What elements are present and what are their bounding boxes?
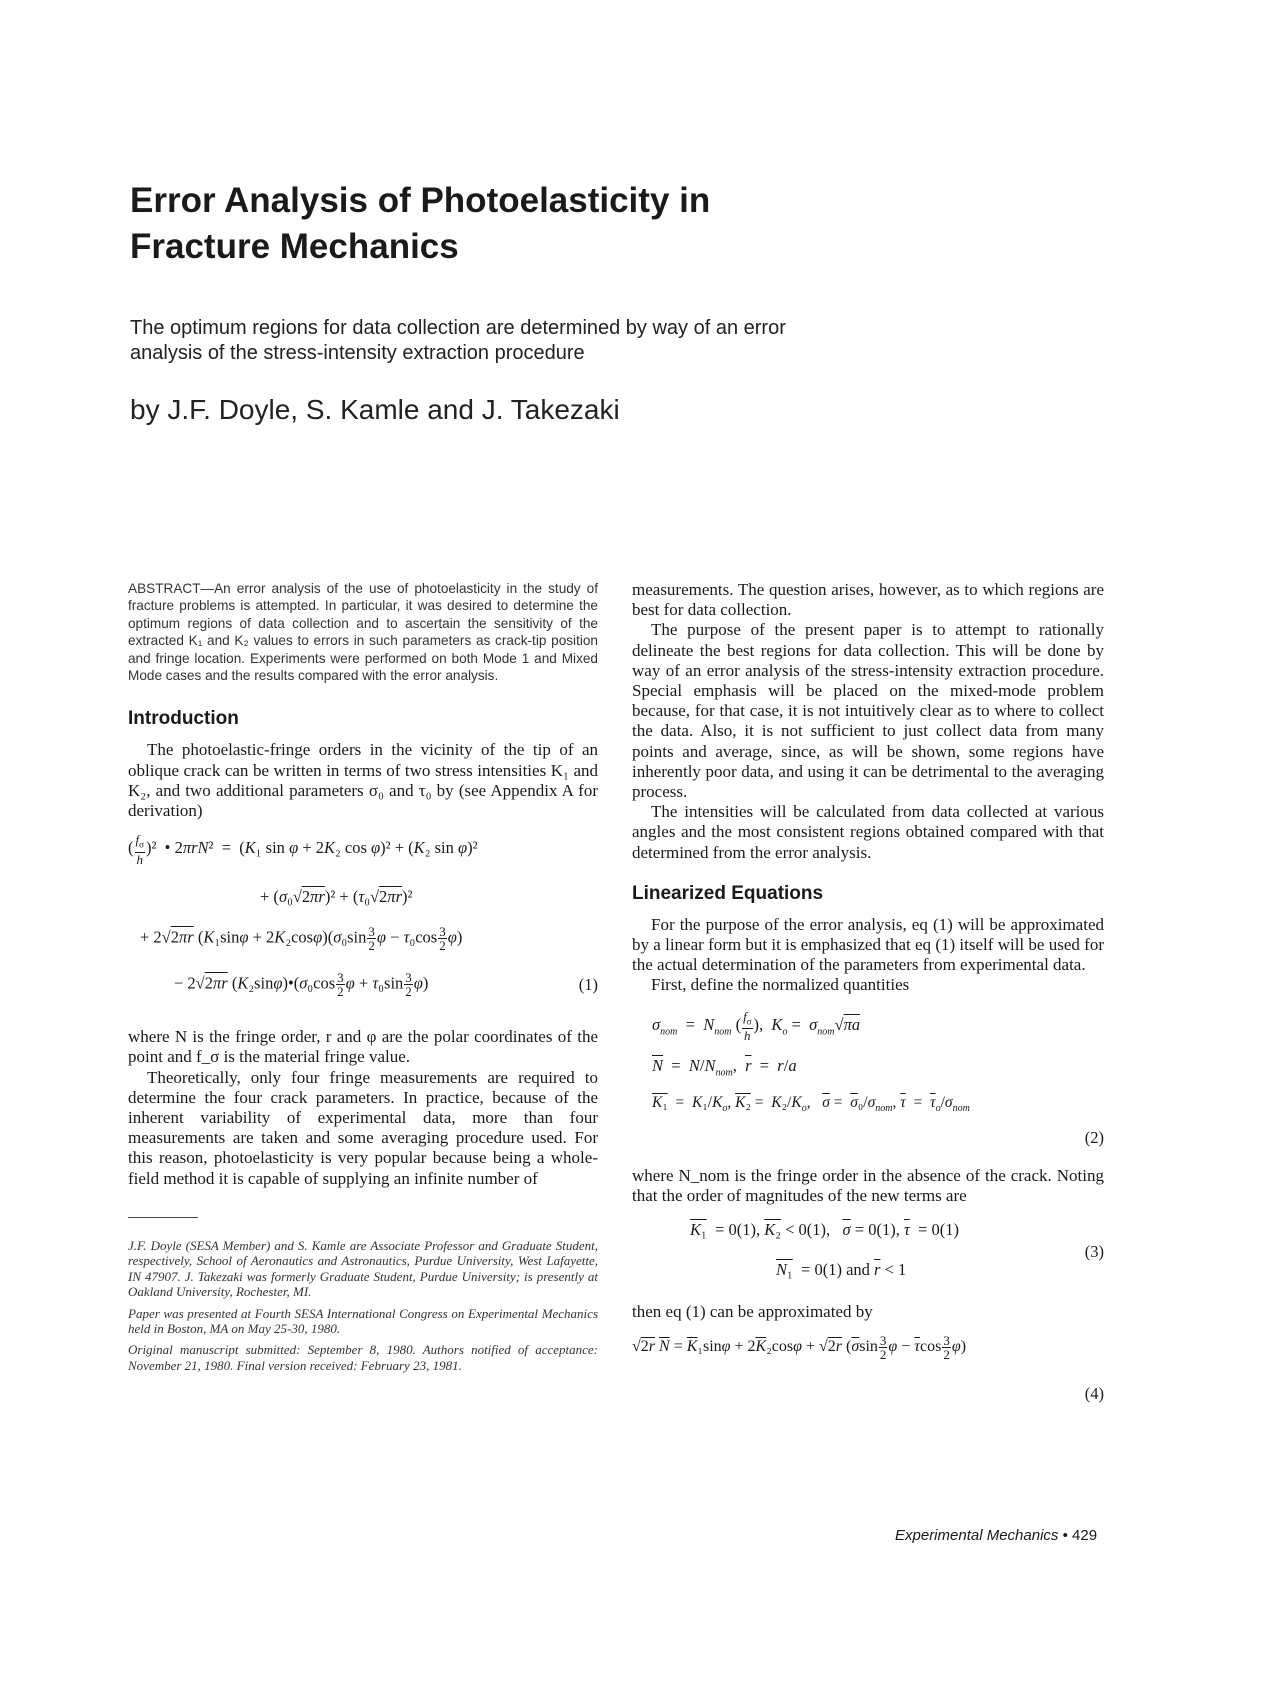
- title-line-2: Fracture Mechanics: [130, 227, 459, 266]
- footnotes: [128, 1217, 598, 1373]
- left-column: [128, 580, 598, 1373]
- equation-3: K₁ = 0(1), K₂ < 0(1), $\overline{\sigma} = 0(1)$, $\overline{\tau} = 0(1)$ N₁ = 0(1) and $\overline{r} < 1$ (3): [690, 1220, 1104, 1280]
- equation-1: ( $\frac{f_\sigma}{h}$ )² • 2πrN² = (K₁ sin φ + 2K₂ cos φ)² + (K₂ sin φ)² + (σ₀√2πr)² + (τ₀√2πr)² + 2√2πr (K₁sinφ + 2K₂cosφ)(σ₀sin $\frac{3}{2}$ φ − τ₀cos $\frac{3}{2}$ φ) − 2√2πr (K₂sinφ)•(σ₀cos $\frac{3}{2}$ φ + τ₀sin $\frac{3}{2}$ φ) (1): [128, 832, 598, 1000]
- introduction-heading: Introduction: [128, 708, 239, 730]
- footer-separator: •: [1062, 1527, 1068, 1544]
- right-paragraph-6: where N_nom is the fringe order in the absence of the crack. Noting that the order of magnitudes of the new terms are: [632, 1165, 1104, 1205]
- right-paragraph-4: For the purpose of the error analysis, eq (1) will be approximated by a linear form but it is emphasized that eq (1) itself will be used for the actual determination of the parameters from experimental data.: [632, 914, 1104, 975]
- page-number: 429: [1072, 1527, 1098, 1544]
- footnote-presented: Paper was presented at Fourth SESA International Congress on Experimental Mechanics held in Boston, MA on May 25-30, 1980.: [128, 1305, 598, 1336]
- equation-4-number: (4): [1084, 1384, 1104, 1404]
- intro-paragraph-1: The photoelastic-fringe orders in the vicinity of the tip of an oblique crack can be written in terms of two stress intensities K₁ and K₂, and two additional parameters σ₀ and τ₀ by (see Appendix A for derivation): [128, 740, 598, 821]
- title-line-1: Error Analysis of Photoelasticity in: [130, 181, 711, 220]
- footnote-authors: J.F. Doyle (SESA Member) and S. Kamle are Associate Professor and Graduate Student, respectively, School of Aeronautics and Astronautics, Purdue University, West Lafayette, IN 47907. J. Takezaki was formerly Graduate Student, Purdue University; is presently at Oakland University, Rochester, MI.: [128, 1237, 598, 1300]
- right-paragraph-5: First, define the normalized quantities: [651, 975, 910, 995]
- footnote-rule: [128, 1217, 198, 1218]
- equation-2-number: (2): [1084, 1127, 1104, 1147]
- intro-paragraph-2: where N is the fringe order, r and φ are the polar coordinates of the point and f_σ is the material fringe value.: [128, 1027, 598, 1067]
- right-paragraph-1: measurements. The question arises, however, as to which regions are best for data collection.: [632, 580, 1104, 620]
- equation-3-number: (3): [1084, 1242, 1104, 1262]
- equation-1-number: (1): [578, 975, 598, 995]
- right-paragraph-7: then eq (1) can be approximated by: [632, 1302, 873, 1322]
- footnote-manuscript: Original manuscript submitted: September 8, 1980. Authors notified of acceptance: November 21, 1980. Final version received: February 23, 1981.: [128, 1342, 598, 1373]
- paper-title: [130, 178, 830, 270]
- linearized-heading: Linearized Equations: [632, 882, 824, 904]
- equation-2: $\sigma_{nom} = N_{nom}$ ( $\frac{f_\sigma}{h}$ ), $K_o = \sigma_{nom}√\pi a$ $\overline{N} = N/N_{nom}$, $\overline{r} = r/a$ $K_1 = K_1/K_o$, $K_2 = K_2/K_o$, $\overline{\sigma} = \overline{\sigma}_0/\sigma_{nom}$, $\overline{\tau} = \overline{\tau}_o/\sigma_{nom}$ (2): [652, 1008, 1104, 1147]
- abstract: ABSTRACT—An error analysis of the use of photoelasticity in the study of fracture problems is attempted. In particular, it was desired to determine the optimum regions of data collection and to ascertain the sensitivity of the extracted K₁ and K₂ values to errors in such parameters as crack-tip position and fringe location. Experiments were performed on both Mode 1 and Mixed Mode cases and the results compared with the error analysis.: [128, 581, 598, 684]
- page-footer: [895, 1527, 1097, 1544]
- paper-subtitle: The optimum regions for data collection are determined by way of an error analysis of the stress-intensity extraction procedure: [130, 317, 786, 364]
- author-byline: by J.F. Doyle, S. Kamle and J. Takezaki: [130, 394, 620, 425]
- equation-4: √2r $\overline{N} = \overline{K}_1\sin\varphi + 2\overline{K}_2\cos\varphi + √2r$ ($\overline{\sigma}\sin$ $\frac{3}{2}$ $\varphi - \overline{\tau}\cos$ $\frac{3}{2}$ φ) (4): [632, 1333, 1104, 1404]
- right-paragraph-3: The intensities will be calculated from data collected at various angles and the most consistent regions obtained compared with that determined from the error analysis.: [632, 802, 1104, 862]
- intro-paragraph-3: Theoretically, only four fringe measurements are required to determine the four crack parameters. In practice, because of the inherent variability of experimental data, more than four measurements are taken and some averaging procedure used. For this reason, photoelasticity is very popular because being a whole-field method it is capable of supplying an infinite number of: [128, 1067, 598, 1188]
- right-paragraph-2: The purpose of the present paper is to attempt to rationally delineate the best regions for data collection. This will be done by way of an error analysis of the stress-intensity extraction procedure. Special emphasis will be placed on the mixed-mode problem because, for that case, it is not intuitively clear as to where to collect the data. Also, it is not sufficient to just collect data from many points and average, since, as will be shown, some regions have inherently poor data, and using it can be detrimental to the averaging process.: [632, 620, 1104, 802]
- journal-name: Experimental Mechanics: [895, 1527, 1059, 1544]
- right-column: [632, 580, 1104, 1410]
